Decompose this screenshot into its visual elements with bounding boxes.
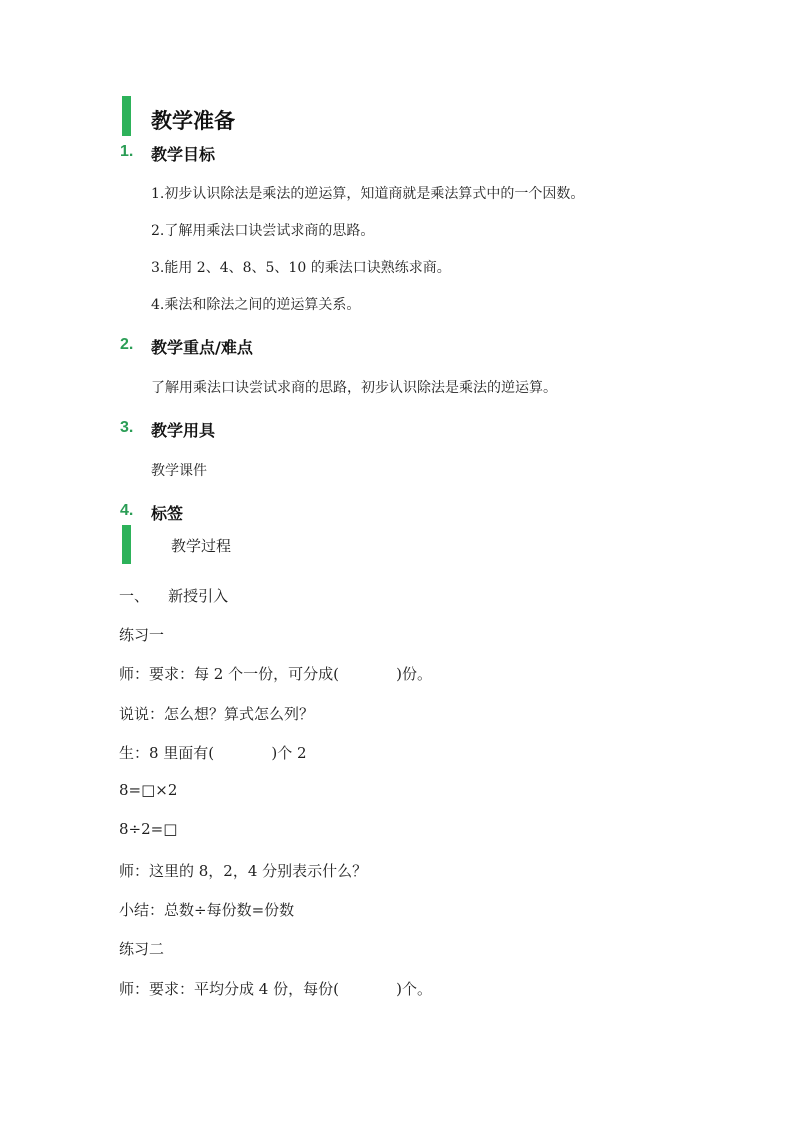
heading-number-3: 3.: [120, 419, 134, 436]
heading-objectives: 教学目标: [151, 145, 216, 164]
section-title: 教学准备: [151, 109, 235, 133]
objective-item-2: 2.了解用乘法口诀尝试求商的思路。: [151, 223, 375, 239]
heading-number-2: 2.: [120, 336, 134, 353]
objective-item-1: 1.初步认识除法是乘法的逆运算，知道商就是乘法算式中的一个因数。: [151, 186, 585, 202]
key-points-text: 了解用乘法口诀尝试求商的思路，初步认识除法是乘法的逆运算。: [151, 380, 557, 396]
exercise-1-label: 练习一: [119, 626, 165, 644]
equation-divide: 8÷2=□: [119, 820, 178, 838]
heading-key-points: 教学重点/难点: [151, 338, 253, 357]
exercise-2-label: 练习二: [119, 940, 165, 958]
lesson-intro-heading: 一、 新授引入: [119, 587, 229, 605]
teacher-line-1: 师：要求：每 2 个一份，可分成( )份。: [119, 665, 433, 683]
teacher-line-2: 师：要求：平均分成 4 份，每份( )个。: [119, 980, 433, 998]
objective-item-3: 3.能用 2、4、8、5、10 的乘法口诀熟练求商。: [151, 260, 451, 276]
heading-number-4: 4.: [120, 502, 134, 519]
process-title: 教学过程: [171, 537, 232, 555]
heading-number-1: 1.: [120, 143, 134, 160]
equation-multiply: 8=□×2: [119, 781, 178, 799]
student-line: 生：8 里面有( )个 2: [119, 744, 307, 762]
objective-item-4: 4.乘法和除法之间的逆运算关系。: [151, 297, 361, 313]
section-accent-bar: [122, 96, 131, 136]
heading-tools: 教学用具: [151, 421, 216, 440]
summary-line: 小结：总数÷每份数=份数: [119, 901, 295, 919]
discussion-line: 说说：怎么想？算式怎么列？: [119, 705, 315, 723]
tools-text: 教学课件: [151, 463, 207, 479]
process-accent-bar: [122, 525, 131, 564]
teacher-question: 师：这里的 8，2，4 分别表示什么？: [119, 862, 368, 880]
heading-tags: 标签: [151, 504, 184, 523]
